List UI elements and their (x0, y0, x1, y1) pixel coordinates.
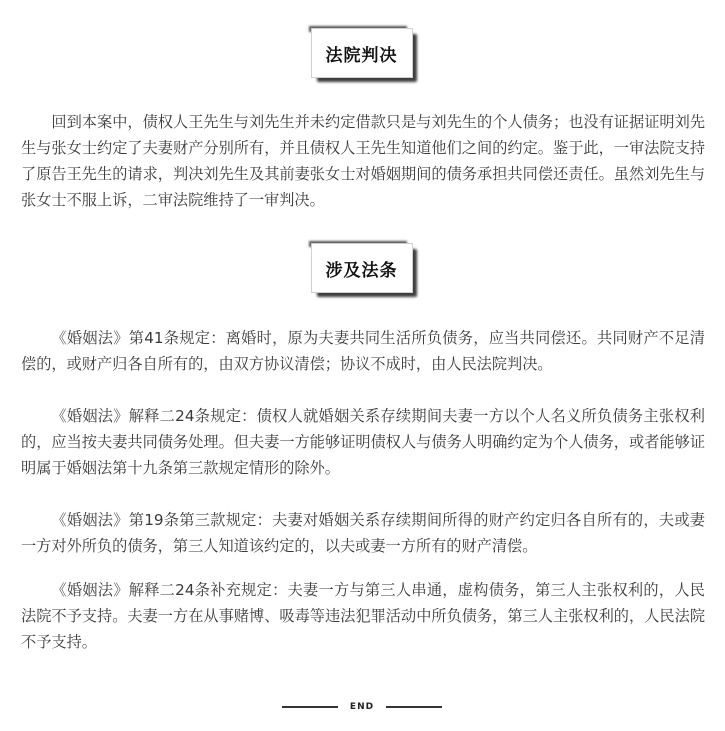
section-title: 涉及法条 (325, 260, 398, 281)
law-paragraph-interpretation-24: 《婚姻法》解释二24条规定：债权人就婚姻关系存续期间夫妻一方以个人名义所负债务主张权利的，应当按夫妻共同债务处理。但夫妻一方能够证明债权人与债务人明确约定为个人债务，或者能够证明属于婚姻法第十九条第三款规定情形的除外。 (21, 407, 705, 477)
section-header-judgment (311, 28, 415, 80)
law-paragraph-marriage-19: 《婚姻法》第19条第三款规定：夫妻对婚姻关系存续期间所得的财产约定归各自所有的，夫或妻一方对外所负的债务，第三人知道该约定的，以夫或妻一方所有的财产清偿。 (21, 511, 705, 555)
law-paragraph-interpretation-24-supplement: 《婚姻法》解释二24条补充规定：夫妻一方与第三人串通，虚构债务，第三人主张权利的，人民法院不予支持。夫妻一方在从事赌博、吸毒等违法犯罪活动中所负债务，第三人主张权利的，人民法院不予支持。 (21, 581, 705, 651)
section-title: 法院判决 (325, 45, 398, 66)
header-box (311, 243, 413, 293)
section-header-laws (311, 243, 415, 295)
end-line-left (282, 706, 338, 708)
header-box (311, 28, 413, 78)
end-divider (282, 700, 442, 714)
law-paragraph-marriage-41: 《婚姻法》第41条规定：离婚时，原为夫妻共同生活所负债务，应当共同偿还。共同财产不足清偿的，或财产归各自所有的，由双方协议清偿；协议不成时，由人民法院判决。 (21, 329, 705, 373)
judgment-paragraph: 回到本案中，债权人王先生与刘先生并未约定借款只是与刘先生的个人债务；也没有证据证明刘先生与张女士约定了夫妻财产分别所有，并且债权人王先生知道他们之间的约定。鉴于此，一审法院支持了原告王先生的请求，判决刘先生及其前妻张女士对婚姻期间的债务承担共同偿还责任。虽然刘先生与张女士不服上诉，二审法院维持了一审判决。 (21, 113, 705, 209)
end-label: END (349, 702, 375, 712)
end-line-right (386, 706, 442, 708)
